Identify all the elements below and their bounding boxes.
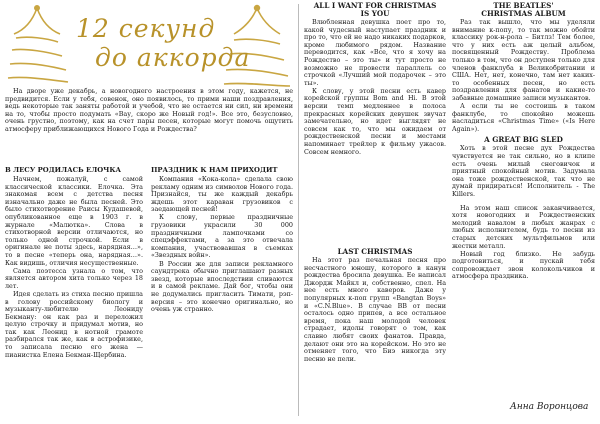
author-signature: Анна Воронцова xyxy=(510,402,589,412)
paragraph: Хоть в этой песне дух Рождества чувствуется не так сильно, но в клипе есть очень милый снеговичок и приятный спокойный мотив. Задумала она тоже рождественской, так что не думай придираться! Исполнитель - The Killers. xyxy=(452,144,595,198)
title-line2: до аккорда xyxy=(95,43,251,72)
column-divider xyxy=(298,4,299,416)
title-line1: 12 секунд xyxy=(76,14,216,43)
section-heading: A GREAT BIG SLED xyxy=(484,135,563,145)
section-prazdnik xyxy=(151,166,293,314)
paragraph: Начнем, пожалуй, с самой классической классики. Елочка. Эта знакомая всем с детства песня изначально даже не была песней. Это было стихотворение Раисы Кудашевой, опубликованное еще в 1903 г. в журнале «Малютка». Слова в стихотворной версии отличаются, но только одной строчкой. Если в оригинале не поты здесь, нарядная…», то в песне «теперь она, нарядная…». Как видишь, отличия несущественные. xyxy=(5,175,143,267)
paragraph: Сама поэтесса узнала о том, что является автором хита только через 18 лет. xyxy=(5,266,143,290)
section-elochka xyxy=(5,166,143,360)
section-heading: IS YOU xyxy=(360,9,390,18)
section-beatles xyxy=(452,2,595,282)
section-heading: В ЛЕСУ РОДИЛАСЬ ЕЛОЧКА xyxy=(5,166,122,174)
paragraph: Влюбленная девушка поет про то, какой чудесный наступает праздник и про то, что ей не надо никаких подарков, кроме любимого рядом. Название переводится, как «Все, что я хочу на Рождество – это ты» и тут просто не возможно не провести параллель со строчкой «Лучший мой подарочек – это ты». xyxy=(304,18,446,87)
section-last-christmas xyxy=(304,248,446,364)
christmas-tree-left-icon xyxy=(2,4,72,86)
paragraph: А если ты не состоишь в таком фанклубе, то спокойно можешь насладиться «Christmas Time» («Is Here Again»). xyxy=(452,102,595,133)
section-heading: CHRISTMAS ALBUM xyxy=(481,9,566,18)
paragraph: Новый год близко. Не забудь подготовиться, и пускай тебя сопровождает звон колокольчиков и атмосфера праздника. xyxy=(452,249,595,281)
paragraph: В России же для записи рекламного саундтрека обычно приглашают разных звезд, которые впоследствии сливаются и в самой рекламе. Дай бог, чтобы они не додумались пригласить Тимати, рэп-версия – это конечно оригинально, но очень уж странно. xyxy=(151,259,293,314)
paragraph: На этот раз печальная песня про несчастного юношу, которого в канун рождества бросила девушка. Ее написал Джордж Майкл и, собственно, спел. На нее есть много каверов. Даже у популярных к-поп групп «Bangtan Boys» и «C.N.Blue». В случае BB от песни осталось одно припев, а все остальное время, пока наш молодой человек страдает, идолы говорят о том, как славно любят своих фанатов. Правда, делают они это на корейском. Но это не отменяет того, что Биэ никогда эту песню не пели. xyxy=(304,256,446,363)
paragraph: Раз так вышло, что мы уделяли внимание к-попу, то так можно обойти классику рок-н-рола – Битлз! Тем более, что у них есть аж целый альбом, посвященный Рождеству. Проблема только в том, что он доступен только для членов фанклуба в Великобритании и США. Нет, нет, конечно, там нет каких-то особенных песен, но есть поздравления для фанатов и какие-то забавные домашние записи музыкантов. xyxy=(452,18,595,102)
section-all-i-want xyxy=(304,2,446,157)
paragraph: На этом наш список заканчивается, хотя новогодних и Рождественских мелодий навалом в любых жанрах с любых исполнителем, будь то песни из старых детских мультфильмов или жестки металл. xyxy=(452,203,595,250)
paragraph: Идея сделать из стиха песню пришла в голову российскому биологу и музыканту-любителю Леониду Бекману: он как раз и переложил целую строчку и придумал мотив, но так как Леонид в нотной грамоте разбирался так же, как в астрофизике, то записала песню его жена — пианистка Елена Бекман-Щербина. xyxy=(5,289,143,359)
paragraph: Компания «Кока-кола» сделала свою рекламу одним из символов Нового года. Признайся, ты же каждый декабрь ждешь этот караван грузовиков с заедающей песней! xyxy=(151,175,293,214)
section-heading: LAST CHRISTMAS xyxy=(337,247,413,256)
intro-paragraph xyxy=(5,88,293,134)
section-heading: ПРАЗДНИК К НАМ ПРИХОДИТ xyxy=(151,166,278,174)
paragraph: К слову, первые праздничные грузовики украсили 30 000 праздничными лампочками со спецэффектами, а за это отвечала компания, участвовавшая в съемках «Звездных войн». xyxy=(151,213,293,260)
intro-text: На дворе уже декабрь, а новогоднего настроения в этом году, кажется, не предвидится. Если у тебя, совенок, оно появилось, то прими наши поздравления, ведь некоторые так заняты работой и учебой, что не остается ни сил, ни времени на то, чтобы просто подумать «Вау, скоро же Новый год!». Все это, безусловно, очень грустно, поэтому, как на счет пары песен, которые могут помочь ощутить атмосферу приближающихся Нового Года и Рождества? xyxy=(5,87,293,133)
paragraph: К слову, у этой песни есть кавер корейской группы Bom and Hi. В этой версии темп медленнее в полоса прекрасных корейских девушек звучат замечательно, но идет выглядят не совсем как то, что мы ожидаем от рождественской песни и местами напоминает трейлер к фильму ужасов. Совсем немного. xyxy=(304,86,446,156)
section-heading: ALL I WANT FOR CHRISTMAS xyxy=(313,1,437,10)
section-heading: THE BEATLES' xyxy=(493,1,554,10)
